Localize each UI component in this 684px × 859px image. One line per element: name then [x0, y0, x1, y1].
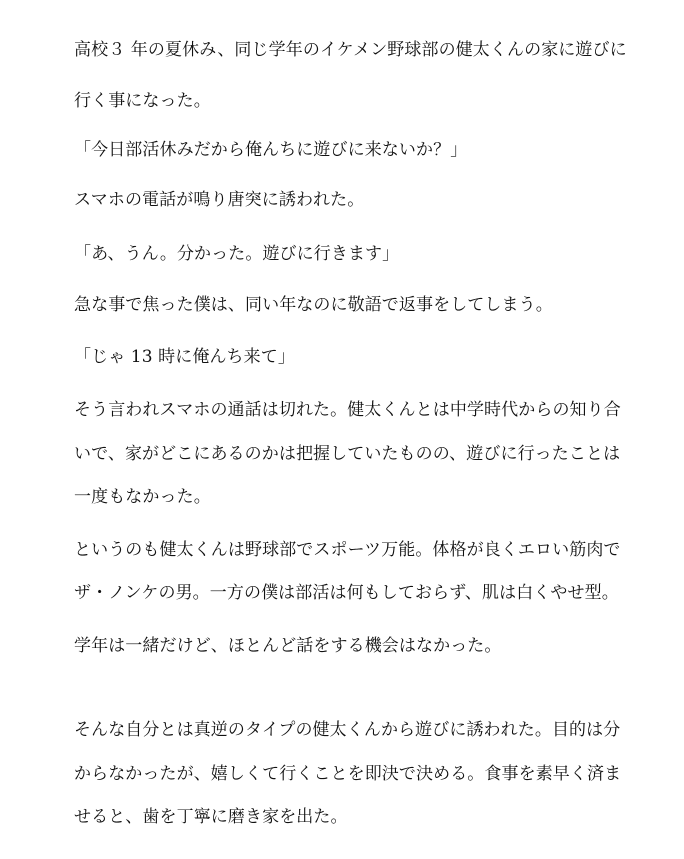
text-line: 「あ、うん。分かった。遊びに行きます」	[74, 244, 400, 264]
text-line: 一度もなかった。	[74, 487, 211, 507]
text-line: ザ・ノンケの男。一方の僕は部活は何もしておらず、肌は白くやせ型。	[74, 583, 619, 603]
text-line: そう言われスマホの通話は切れた。健太くんとは中学時代からの知り合	[74, 400, 621, 420]
text-line: スマホの電話が鳴り唐突に誘われた。	[74, 190, 365, 210]
text-line: 行く事になった。	[74, 91, 211, 111]
text-line: というのも健太くんは野球部でスポーツ万能。体格が良くエロい筋肉で	[74, 540, 621, 560]
text-line: いで、家がどこにあるのかは把握していたものの、遊びに行ったことは	[74, 444, 621, 464]
text-line: からなかったが、嬉しくて行くことを即決で決める。食事を素早く済ま	[74, 764, 622, 784]
text-line: 急な事で焦った僕は、同い年なのに敬語で返事をしてしまう。	[74, 295, 553, 315]
text-line: 「じゃ 13 時に俺んち来て」	[74, 347, 295, 367]
text-line: せると、歯を丁寧に磨き家を出た。	[74, 807, 348, 827]
text-line: 学年は一緒だけど、ほとんど話をする機会はなかった。	[74, 636, 502, 656]
text-line: そんな自分とは真逆のタイプの健太くんから遊びに誘われた。目的は分	[74, 720, 621, 740]
text-line: 「今日部活休みだから俺んちに遊びに来ないか？」	[74, 140, 468, 160]
text-line: 高校３ 年の夏休み、同じ学年のイケメン野球部の健太くんの家に遊びに	[74, 40, 627, 60]
